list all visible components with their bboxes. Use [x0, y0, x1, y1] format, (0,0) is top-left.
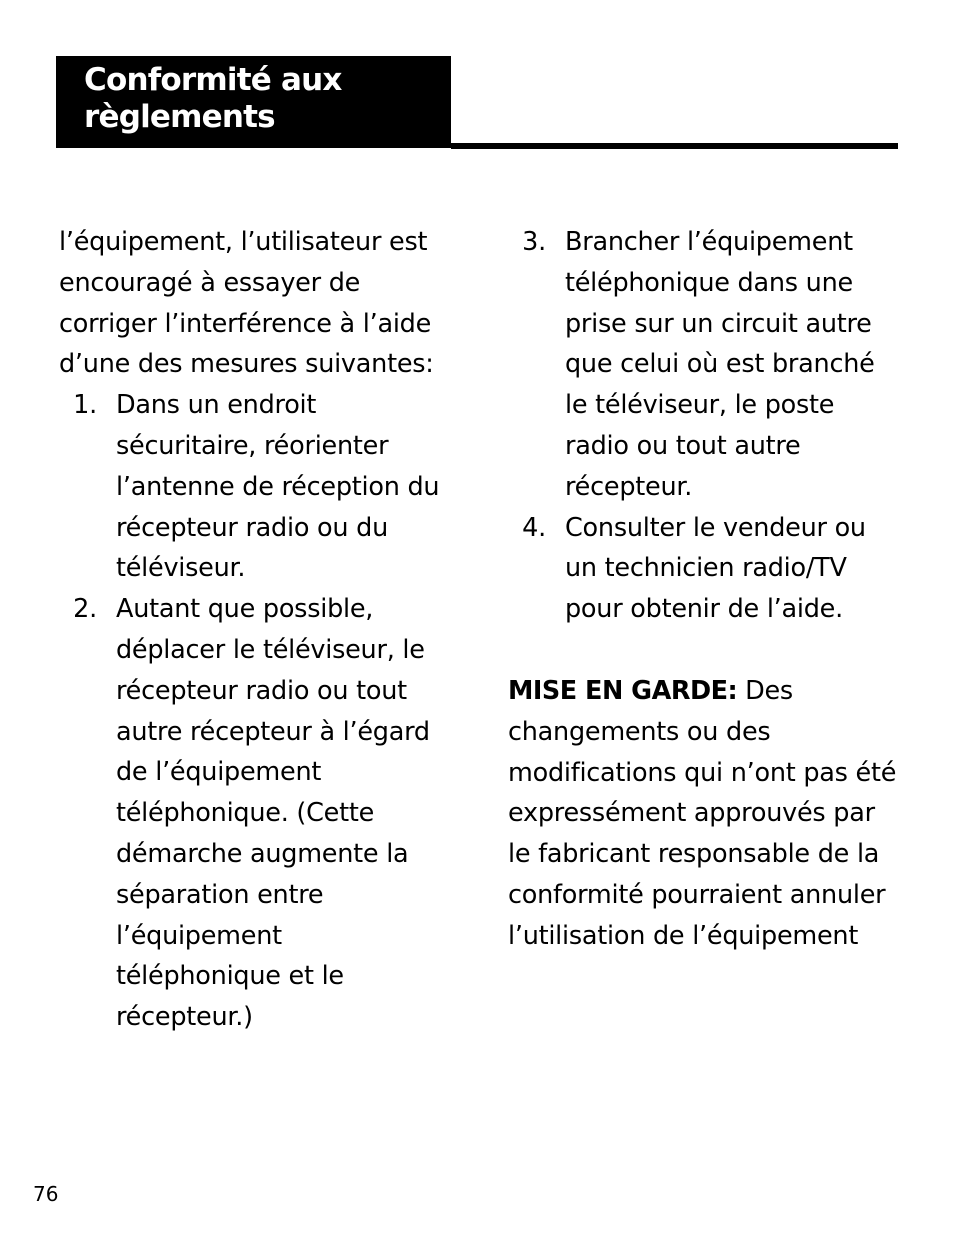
list-item: [508, 222, 900, 508]
list-item-number: 1.: [73, 390, 97, 421]
list-item-text: Brancher l’équipement téléphonique dans une prise sur un circuit autre que celui où est branché le téléviseur, le poste radio ou tout autre récepteur.: [565, 227, 875, 502]
intro-paragraph: l’équipement, l’utilisateur est encouragé à essayer de corriger l’interférence à l’aide d’une des mesures suivantes:: [59, 227, 434, 380]
list-item: [508, 508, 900, 630]
steps-list-left: [59, 385, 454, 1038]
list-item-text: Consulter le vendeur ou un technicien radio/TV pour obtenir de l’aide.: [565, 512, 866, 625]
list-item-number: 3.: [522, 227, 546, 257]
list-item: [59, 589, 454, 1038]
section-header: [56, 56, 451, 148]
page-number: 76: [33, 1182, 59, 1206]
right-column: [508, 222, 900, 957]
list-item-number: 2.: [73, 594, 97, 625]
section-title: [84, 62, 342, 136]
list-item-text: Dans un endroit sécuritaire, réorienter l’antenne de réception du récepteur radio ou du téléviseur.: [116, 390, 440, 584]
list-item-text: Autant que possible, déplacer le téléviseur, le récepteur radio ou tout autre récepteur à l’égard de l’équipement téléphonique. (Cette démarche augmente la séparation entre l’équipement téléphonique et le récepteur.): [116, 594, 430, 1033]
steps-list-right: [508, 222, 900, 630]
section-title-line-2: règlements: [84, 99, 275, 135]
caution-text: Des changements ou des modifications qui n’ont pas été expressément approuvés par le fabricant responsable de la conformité pourraient annuler l’utilisation de l’équipement: [508, 675, 897, 951]
left-column: [59, 222, 454, 1038]
section-title-line-1: Conformité aux: [84, 62, 342, 98]
caution-label: MISE EN GARDE:: [508, 675, 738, 706]
caution-paragraph: [508, 671, 900, 957]
header-rule: [451, 143, 898, 149]
list-item: [59, 385, 454, 589]
list-item-number: 4.: [522, 512, 546, 543]
